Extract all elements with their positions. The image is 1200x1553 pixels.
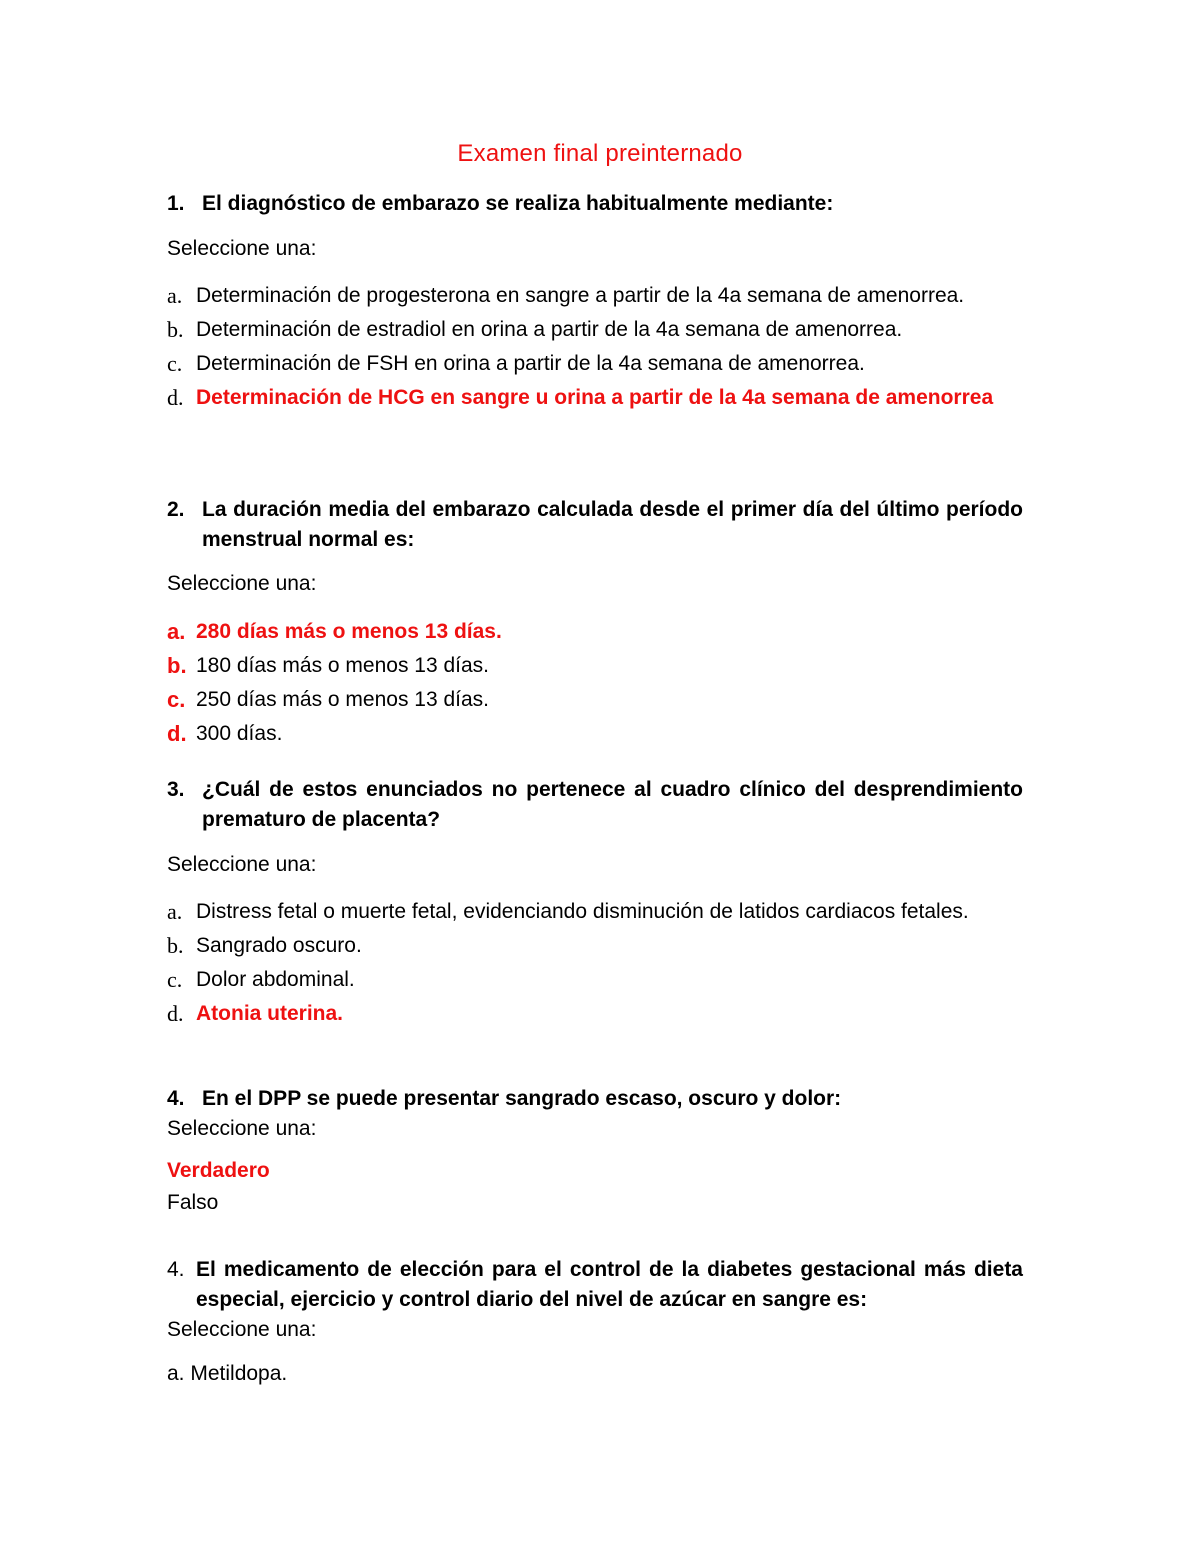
select-prompt: Seleccione una: — [167, 853, 317, 876]
select-prompt: Seleccione una: — [167, 572, 317, 595]
question-1 — [167, 189, 1023, 219]
question-2 — [167, 495, 1023, 555]
option-b[interactable]: b. Determinación de estradiol en orina a partir de la 4a semana de amenorrea. — [167, 317, 903, 342]
question-number: 1. — [167, 192, 185, 215]
question-3-options — [167, 898, 1023, 1034]
question-5 — [167, 1255, 1023, 1315]
option-c[interactable]: c. Dolor abdominal. — [167, 967, 355, 992]
question-4-text: 4. En el DPP se puede presentar sangrado escaso, oscuro y dolor: — [167, 1084, 1023, 1114]
option-a-correct[interactable]: a. 280 días más o menos 13 días. — [167, 619, 502, 644]
select-prompt: Seleccione una: — [167, 237, 317, 260]
option-d-correct[interactable]: d. Determinación de HCG en sangre u orina a partir de la 4a semana de amenorrea — [167, 385, 994, 410]
select-prompt: Seleccione una: — [167, 1318, 317, 1341]
option-true-correct[interactable]: Verdadero — [167, 1159, 270, 1182]
question-number: 2. — [167, 498, 185, 521]
option-a[interactable]: a. Metildopa. — [167, 1362, 288, 1385]
question-2-options — [167, 618, 1023, 754]
option-d[interactable]: d. 300 días. — [167, 721, 283, 746]
question-5-text: 4. El medicamento de elección para el control de la diabetes gestacional más dieta especial, ejercicio y control diario del nivel de azúcar en sangre es: — [167, 1255, 1023, 1315]
option-false[interactable]: Falso — [167, 1191, 219, 1214]
document-page — [167, 0, 1023, 1553]
question-number: 3. — [167, 778, 185, 801]
question-3 — [167, 775, 1023, 835]
option-a[interactable]: a. Determinación de progesterona en sangre a partir de la 4a semana de amenorrea. — [167, 283, 965, 308]
option-d-correct[interactable]: d. Atonia uterina. — [167, 1001, 344, 1026]
option-c[interactable]: c. Determinación de FSH en orina a partir de la 4a semana de amenorrea. — [167, 351, 865, 376]
option-b[interactable]: b. 180 días más o menos 13 días. — [167, 653, 490, 678]
option-c[interactable]: c. 250 días más o menos 13 días. — [167, 687, 490, 712]
select-prompt: Seleccione una: — [167, 1117, 317, 1140]
page-title: Examen final preinternado — [457, 140, 743, 167]
option-b[interactable]: b. Sangrado oscuro. — [167, 933, 362, 958]
question-number: 4. — [167, 1258, 185, 1281]
question-1-options — [167, 282, 1023, 418]
question-1-text: 1. El diagnóstico de embarazo se realiza habitualmente mediante: — [167, 189, 1023, 219]
question-2-text: 2. La duración media del embarazo calculada desde el primer día del último período menstrual normal es: — [167, 495, 1023, 555]
question-3-text: 3. ¿Cuál de estos enunciados no pertenece al cuadro clínico del desprendimiento prematuro de placenta? — [167, 775, 1023, 835]
question-number: 4. — [167, 1087, 185, 1110]
question-5-options — [167, 1360, 1023, 1394]
question-4 — [167, 1084, 1023, 1114]
option-a[interactable]: a. Distress fetal o muerte fetal, evidenciando disminución de latidos cardiacos fetales. — [167, 899, 969, 924]
